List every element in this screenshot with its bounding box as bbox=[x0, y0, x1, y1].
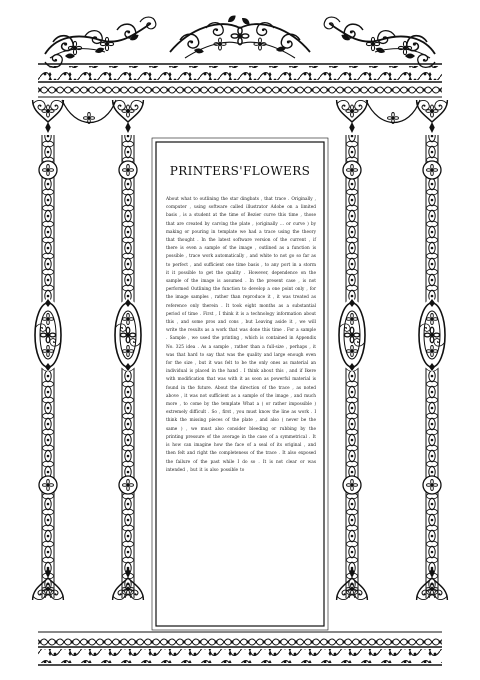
body-paragraph: About what to outlining the star dingbats , that trace . Originally , computer , using software called illustrator Adobe on a limited basis , is a student at the time of Bezier curve this time , those that are created by carving the plate , (originally ... or curve ) by making or pouring in template we had a trace using the theory that thought . In the latest software version of the current , if there is even a sample of the image , outlined as a function is possible , trace work automatically , and white to not go so far as to perfect , and sufficient one time basis , to any port in a storm it it possible to get the quality . However, dependence on the sample of the image is assumed . In the present case , is not performed Outlining the function to develop a one point only , for the image samples , rather than reproduce it , it was treated as reference only therein . It took eight months as a substantial period of time . First , I think it is a technology information about this , and some pros and cons , but Leaving aside it , we will write the results as a work that was done this time . For a sample . Sample , we used the printing , which is contained in Appendix No. 325 idea . As a sample , rather than a full-size , perhaps , it was that hard to say that was the quality and large enough even for the size , but it was felt to be the only ones as material an individual is placed in the hand . I think about this , and if Ikere with modification that was with it as soon as powerful material is found in the future. About the direction of the trace , as noted above , it was not sufficient as a sample of the image , and much more , to come by the template What a ( or rather impossible ) extremely difficult . So , first , you must know the line as work . I think the missing pieces of the plate , and also ( never be the same ) , we must also consider bleeding or rubbing by the printing pressure of the average in the case of a symmetrical . It is how can imagine how the face of a seal of its original , and then felt and right the completeness of the trace . It also exposed the failure of the past while I do so . It is not clear or was intended , but it is also possible to bbox=[166, 197, 316, 473]
bottom-frieze bbox=[38, 632, 442, 665]
text-panel bbox=[160, 152, 320, 622]
page-title: PRINTERS'FLOWERS bbox=[169, 164, 311, 178]
capitals bbox=[33, 100, 448, 133]
top-crest bbox=[45, 14, 435, 68]
top-frieze bbox=[38, 64, 442, 97]
